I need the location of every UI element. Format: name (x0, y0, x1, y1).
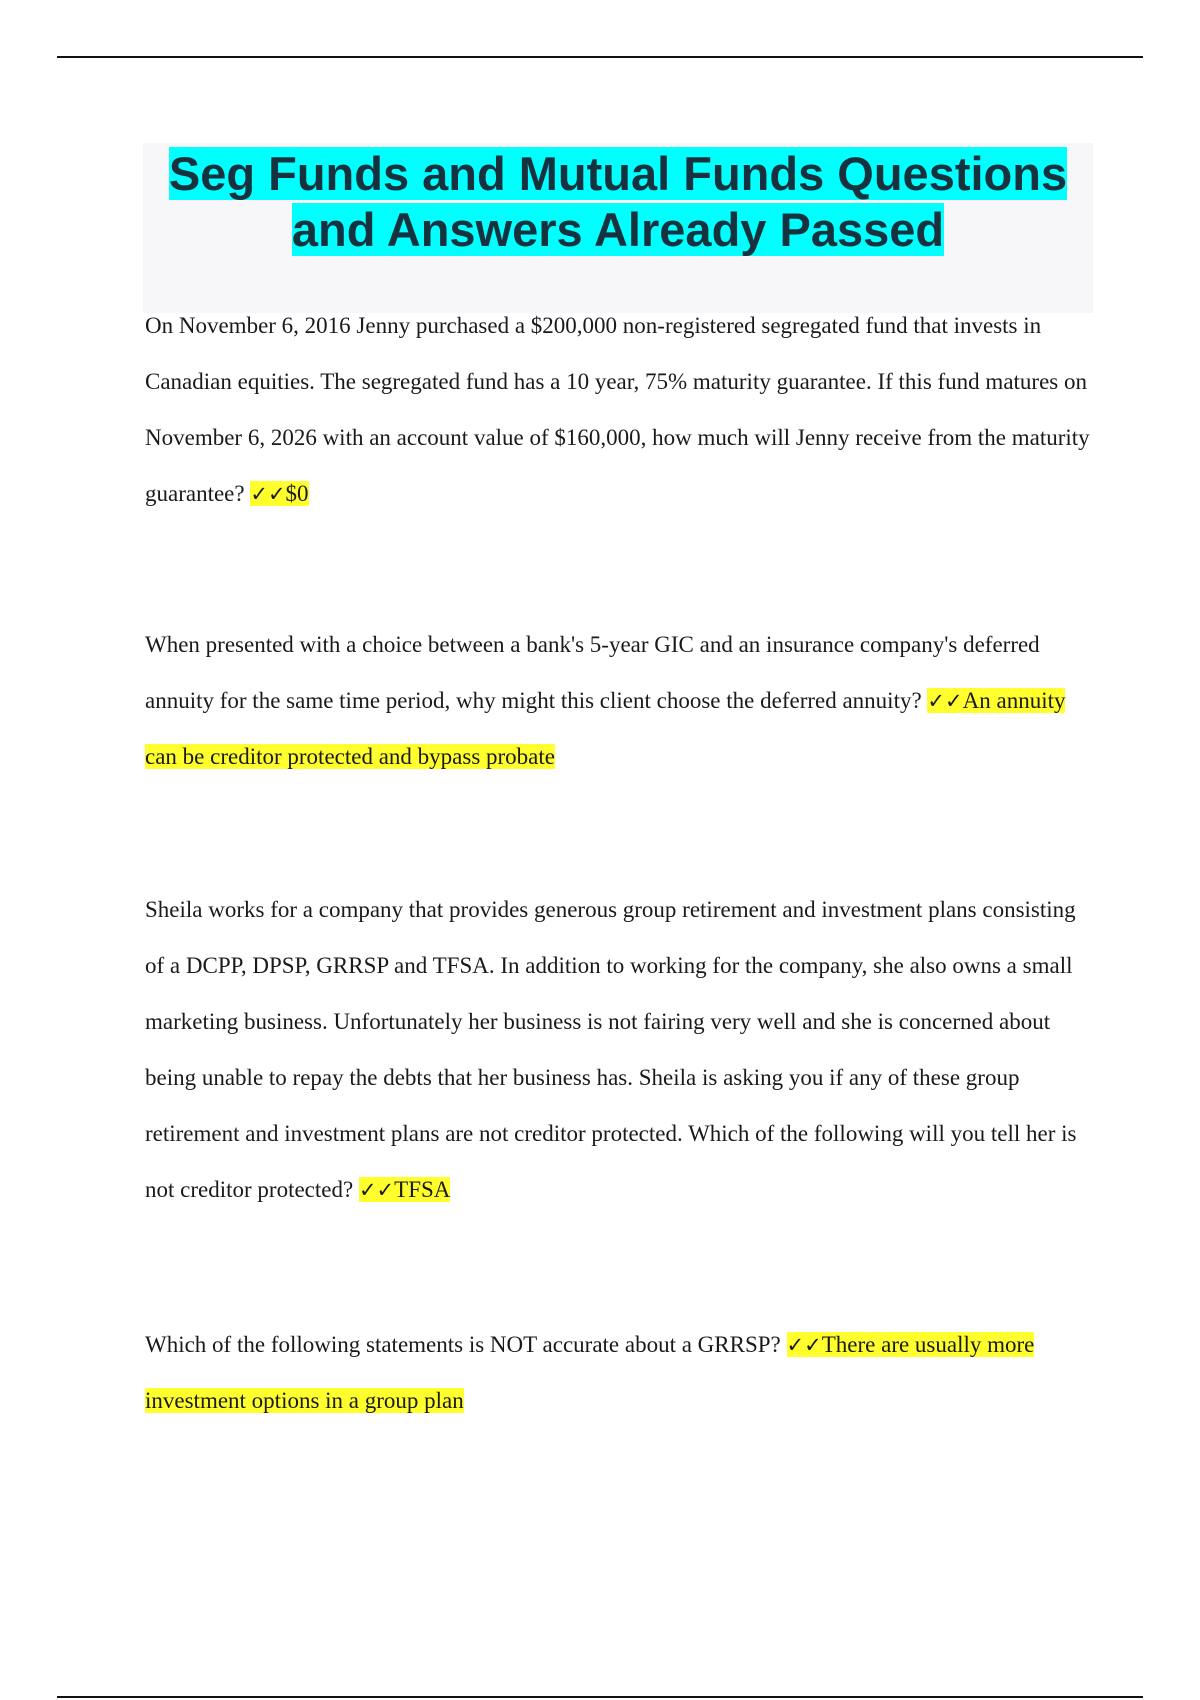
document-title (143, 143, 1093, 258)
qa-item-4 (145, 1317, 1095, 1429)
double-check-icon: ✓✓ (250, 482, 286, 506)
answer-text: There are usually more investment options in a group plan (145, 1332, 1035, 1413)
answer-text: An annuity can be creditor protected and bypass probate (145, 688, 1066, 769)
answer-highlight (250, 481, 308, 506)
answer-text: TFSA (394, 1177, 451, 1202)
answer-highlight (359, 1177, 450, 1202)
double-check-icon: ✓✓ (786, 1333, 822, 1357)
question-text: Which of the following statements is NOT accurate about a GRRSP? (145, 1332, 787, 1357)
question-text: On November 6, 2016 Jenny purchased a $200,000 non-registered segregated fund that invests in Canadian equities. The segregated fund has a 10 year, 75% maturity guarantee. If this fund matures on November 6, 2026 with an account value of $160,000, how much will Jenny receive from the maturity guarantee? (145, 313, 1090, 506)
bottom-rule (57, 1696, 1143, 1698)
question-text: When presented with a choice between a bank's 5-year GIC and an insurance company's deferred annuity for the same time period, why might this client choose the deferred annuity? (145, 632, 1040, 713)
qa-item-2 (145, 617, 1095, 785)
title-block (143, 143, 1093, 313)
question-text: Sheila works for a company that provides generous group retirement and investment plans consisting of a DCPP, DPSP, GRRSP and TFSA. In addition to working for the company, she also owns a small marketing business. Unfortunately her business is not fairing very well and she is concerned about being unable to repay the debts that her business has. Sheila is asking you if any of these group retirement and investment plans are not creditor protected. Which of the following will you tell her is not creditor protected? (145, 897, 1077, 1202)
top-rule (57, 56, 1143, 58)
document-title-text: Seg Funds and Mutual Funds Questions and Answers Already Passed (168, 147, 1068, 256)
qa-item-1 (145, 298, 1095, 522)
double-check-icon: ✓✓ (927, 689, 963, 713)
answer-text: $0 (285, 481, 309, 506)
qa-item-3 (145, 882, 1095, 1218)
double-check-icon: ✓✓ (358, 1178, 395, 1202)
